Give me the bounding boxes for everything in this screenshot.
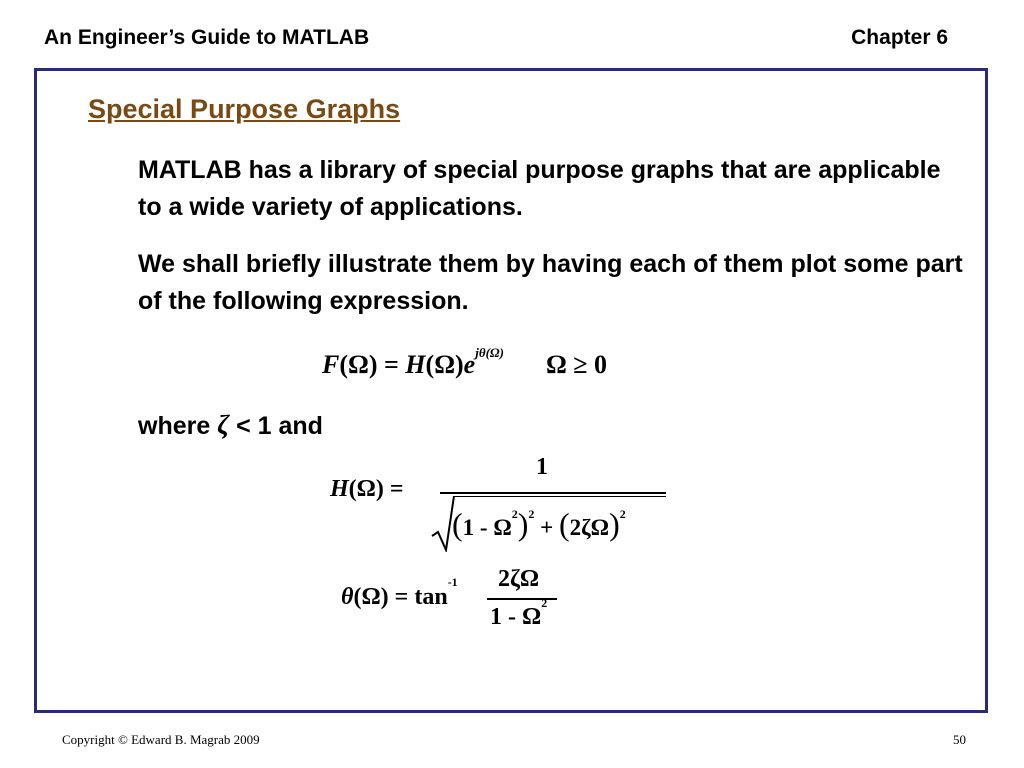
equation-h-numerator: 1 bbox=[536, 454, 548, 480]
eq2-den-term1: 1 - Ω bbox=[462, 515, 512, 540]
where-line bbox=[138, 410, 323, 441]
eq2-paren-open-1: ( bbox=[452, 506, 463, 542]
eq1-exponent: jθ(Ω) bbox=[475, 345, 504, 361]
zeta-symbol: ζ bbox=[217, 410, 230, 440]
slide-title: Special Purpose Graphs bbox=[88, 94, 401, 124]
eq3-lhs-text: (Ω) = tan bbox=[353, 584, 448, 610]
eq3-theta: θ bbox=[341, 584, 354, 610]
equation-theta-lhs bbox=[341, 575, 458, 611]
equation-theta-denominator bbox=[490, 596, 548, 631]
equation-theta-numerator: 2ζΩ bbox=[498, 566, 540, 592]
eq2-den-sq1: 2 bbox=[511, 507, 518, 522]
footer-page-number: 50 bbox=[953, 732, 966, 747]
paragraph-intro: MATLAB has a library of special purpose graphs that are applicable to a wide variety of applications. bbox=[138, 156, 941, 221]
eq1-arg1: (Ω) = bbox=[339, 350, 406, 379]
eq1-f: F bbox=[322, 350, 340, 379]
eq1-e: e bbox=[463, 350, 476, 379]
equation-h-fraction-bar bbox=[440, 492, 666, 494]
eq2-paren-close-2: ) bbox=[609, 506, 620, 542]
eq1-h: H bbox=[405, 350, 426, 379]
where-prefix: where bbox=[138, 412, 211, 440]
eq2-den-pow2: 2 bbox=[619, 507, 626, 522]
eq2-paren-close-1: ) bbox=[517, 506, 529, 542]
eq2-plus: + bbox=[534, 515, 559, 540]
eq2-den-term2: 2ζΩ bbox=[569, 515, 610, 540]
equation-h-lhs bbox=[330, 476, 404, 503]
equation-f-omega bbox=[322, 345, 608, 380]
eq2-paren-open-2: ( bbox=[559, 506, 570, 542]
eq2-lhs-text: (Ω) = bbox=[348, 476, 404, 502]
eq2-den-pow1: 2 bbox=[528, 507, 535, 522]
eq1-arg2: (Ω) bbox=[425, 350, 464, 379]
eq3-den-sq: 2 bbox=[541, 596, 548, 610]
eq2-h: H bbox=[330, 476, 349, 502]
eq3-inverse: -1 bbox=[447, 575, 458, 589]
eq3-den-term: 1 - Ω bbox=[490, 604, 542, 630]
eq1-condition: Ω ≥ 0 bbox=[545, 350, 608, 379]
header-book-title: An Engineer’s Guide to MATLAB bbox=[44, 26, 370, 49]
header-chapter: Chapter 6 bbox=[851, 26, 948, 49]
footer-copyright: Copyright © Edward B. Magrab 2009 bbox=[62, 732, 260, 747]
where-suffix: < 1 and bbox=[236, 412, 323, 440]
equation-h-denominator bbox=[452, 506, 626, 543]
paragraph-illustrate: We shall briefly illustrate them by having each of them plot some part of the following expression. bbox=[138, 250, 963, 315]
